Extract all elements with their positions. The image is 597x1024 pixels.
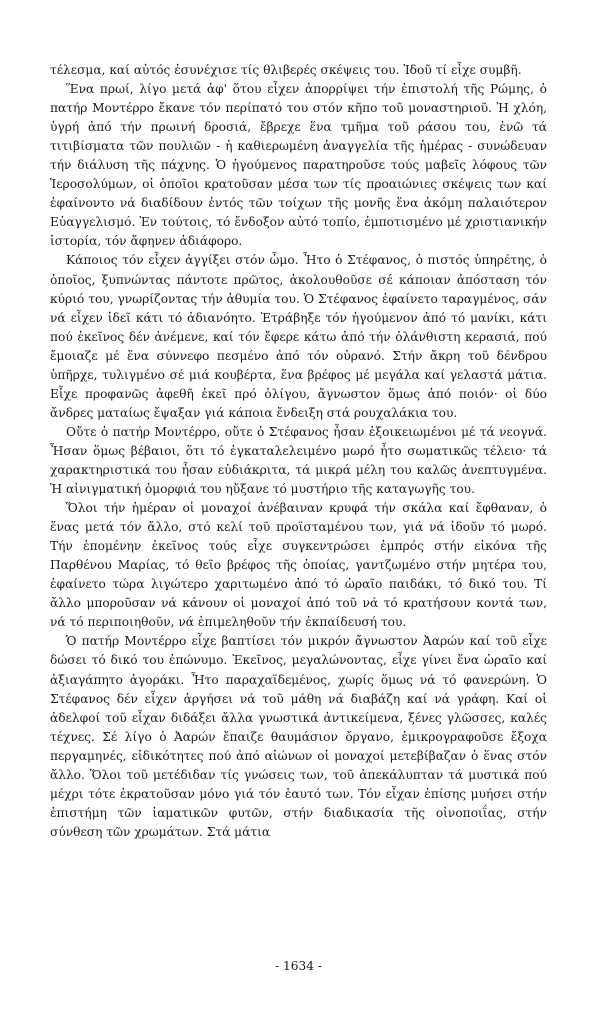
page-number: - 1634 - xyxy=(274,959,322,973)
page-body xyxy=(50,61,547,842)
paragraph-stefanos: Κάποιος τόν εἶχεν ἀγγίξει στόν ὦμο. Ἦτο ὁ Στέφανος, ὁ πιστός ὑπηρέτης, ὁ ὁποῖος, ξυπνώντας πάντοτε πρῶτος, ἀκολουθοῦσε σέ κάποιαν ἀπόσταση τόν κύριό του, γνωρίζοντας τήν ἀθυμία του. Ὁ Στέφανος ἐφαίνετο ταραγμένος, σάν νά εἶχεν ἰδεῖ κάτι τό ἀδιανόητο. Ἐτράβηξε τόν ἡγούμενον ἀπό τό μανίκι, κάτι πού ἐκεῖνος δέν ἀνέμενε, καί τόν ἔφερε κάτω ἀπό τήν ὀλάνθιστη κερασιά, πού ἔμοιαζε μέ ἕνα σύννεφο πεσμένο ἀπό τόν οὐρανό. Στήν ἄκρη τοῦ δένδρου ὑπῆρχε, τυλιγμένο σέ μιά κουβέρτα, ἕνα βρέφος μέ μεγάλα καί γελαστά μάτια. Εἶχε προφανῶς ἀφεθῆ ἐκεῖ πρό ὀλίγου, ἄγνωστον ὅμως ἀπό ποιόν· οἱ δύο ἄνδρες ματαίως ἔψαξαν γιά κάποια ἔνδειξη στά ρουχαλάκια του. xyxy=(50,253,547,420)
paragraph-morning-walk: Ἕνα πρωί, λίγο μετά ἀφ' ὅτου εἶχεν ἀπορρίψει τήν ἐπιστολή τῆς Ρώμης, ὁ πατήρ Μοντέρρο ἔκανε τόν περίπατό του στόν κῆπο τοῦ μοναστηριοῦ. Ἡ χλόη, ὑγρή ἀπό τήν πρωινή δροσιά, ἔβρεχε ἕνα τμῆμα τοῦ ράσου του, ἐνῶ τά τιτιβίσματα τῶν πουλιῶν - ἡ καθιερωμένη ἀναγγελία τῆς ἡμέρας - συνώδευαν τήν διάλυση τῆς πάχνης. Ὁ ἡγούμενος παρατηροῦσε τούς μαβεῖς λόφους τῶν Ἱεροσολύμων, οἱ ὁποῖοι κρατοῦσαν μέσα των τίς προαιώνιες σκέψεις των καί ἐφαίνοντο νά διαδίδουν ἐντός τῶν τοίχων τῆς μονῆς ἕνα ἀκόμη παλαιότερον Εὐαγγελισμό. Ἐν τούτοις, τό ἔνδοξον αὐτό τοπίο, ἐμποτισμένο μέ χριστιανικήν ἱστορία, τόν ἄφηνεν ἀδιάφορο. xyxy=(50,82,547,249)
paragraph-aaron: Ὁ πατήρ Μοντέρρο εἶχε βαπτίσει τόν μικρόν ἄγνωστον Ἀαρών καί τοῦ εἶχε δώσει τό δικό του ἐπώνυμο. Ἐκεῖνος, μεγαλώνοντας, εἶχε γίνει ἕνα ὡραῖο καί ἀξιαγάπητο ἀγοράκι. Ἦτο παραχαϊδεμένος, χωρίς ὅμως νά τό φανερώνη. Ὁ Στέφανος δέν εἶχεν ἀργήσει νά τοῦ μάθη νά διαβάζη καί νά γράφη. Καί οἱ ἀδελφοί τοῦ εἶχαν διδάξει ἄλλα γνωστικά ἀντικείμενα, ξένες γλῶσσες, καλές τέχνες. Σέ λίγο ὁ Ἀαρών ἔπαιζε θαυμάσιον ὄργανο, ἐμικρογραφοῦσε ἔξοχα περγαμηνές, εἰδικότητες πού ἀπό αἰώνων οἱ μοναχοί μετεβίβαζαν ὁ ἕνας στόν ἄλλο. Ὅλοι τοῦ μετέδιδαν τίς γνώσεις των, τοῦ ἀπεκάλυπταν τά μυστικά πού μέχρι τότε ἐκρατοῦσαν μόνο γιά τόν ἑαυτό των. Τόν εἶχαν ἐπίσης μυήσει στήν ἐπιστήμη τῶν ἰαματικῶν φυτῶν, στήν διαδικασία τῆς οἰνοποιΐας, στήν σύνθεση τῶν χρωμάτων. Στά μάτια xyxy=(50,634,547,839)
paragraph-continuation: τέλεσμα, καί αὐτός ἐσυνέχισε τίς θλιβερές σκέψεις του. Ἰδοῦ τί εἶχε συμβῆ. xyxy=(50,63,522,77)
paragraph-monks: Ὅλοι τήν ἡμέραν οἱ μοναχοί ἀνέβαιναν κρυφά τήν σκάλα καί ἔφθαναν, ὁ ἕνας μετά τόν ἄλλο, στό κελί τοῦ προϊσταμένου των, γιά νά ἰδοῦν τό μωρό. Τήν ἑπομένην ἐκεῖνος τούς εἶχε συγκεντρώσει ἐμπρός στήν εἰκόνα τῆς Παρθένου Μαρίας, τό θεῖο βρέφος τῆς ὁποίας, γαντζωμένο στήν μητέρα του, ἐφαίνετο τώρα λιγώτερο χαριτωμένο ἀπό τό ὡραῖο παιδάκι, τό δικό του. Τί ἄλλο μποροῦσαν νά κάνουν οἱ μοναχοί ἀπό τοῦ νά τό κρατήσουν κοντά των, νά τό περιποιηθοῦν, νά ἐπιμεληθοῦν τήν ἐκπαίδευσή του. xyxy=(50,501,547,630)
paragraph-newborn: Οὔτε ὁ πατήρ Μοντέρρο, οὔτε ὁ Στέφανος ἦσαν ἐξοικειωμένοι μέ τά νεογνά. Ἦσαν ὅμως βέβαιοι, ὅτι τό ἐγκαταλελειμένο μωρό ἦτο σωματικῶς τέλειο· τά χαρακτηριστικά του ἦσαν εὐδιάκριτα, τά μικρά μέλη του καλῶς ἀνεπτυγμένα. Ἡ αἰνιγματική ὀμορφιά του ηὔξανε τό μυστήριο τῆς καταγωγῆς του. xyxy=(50,424,547,497)
